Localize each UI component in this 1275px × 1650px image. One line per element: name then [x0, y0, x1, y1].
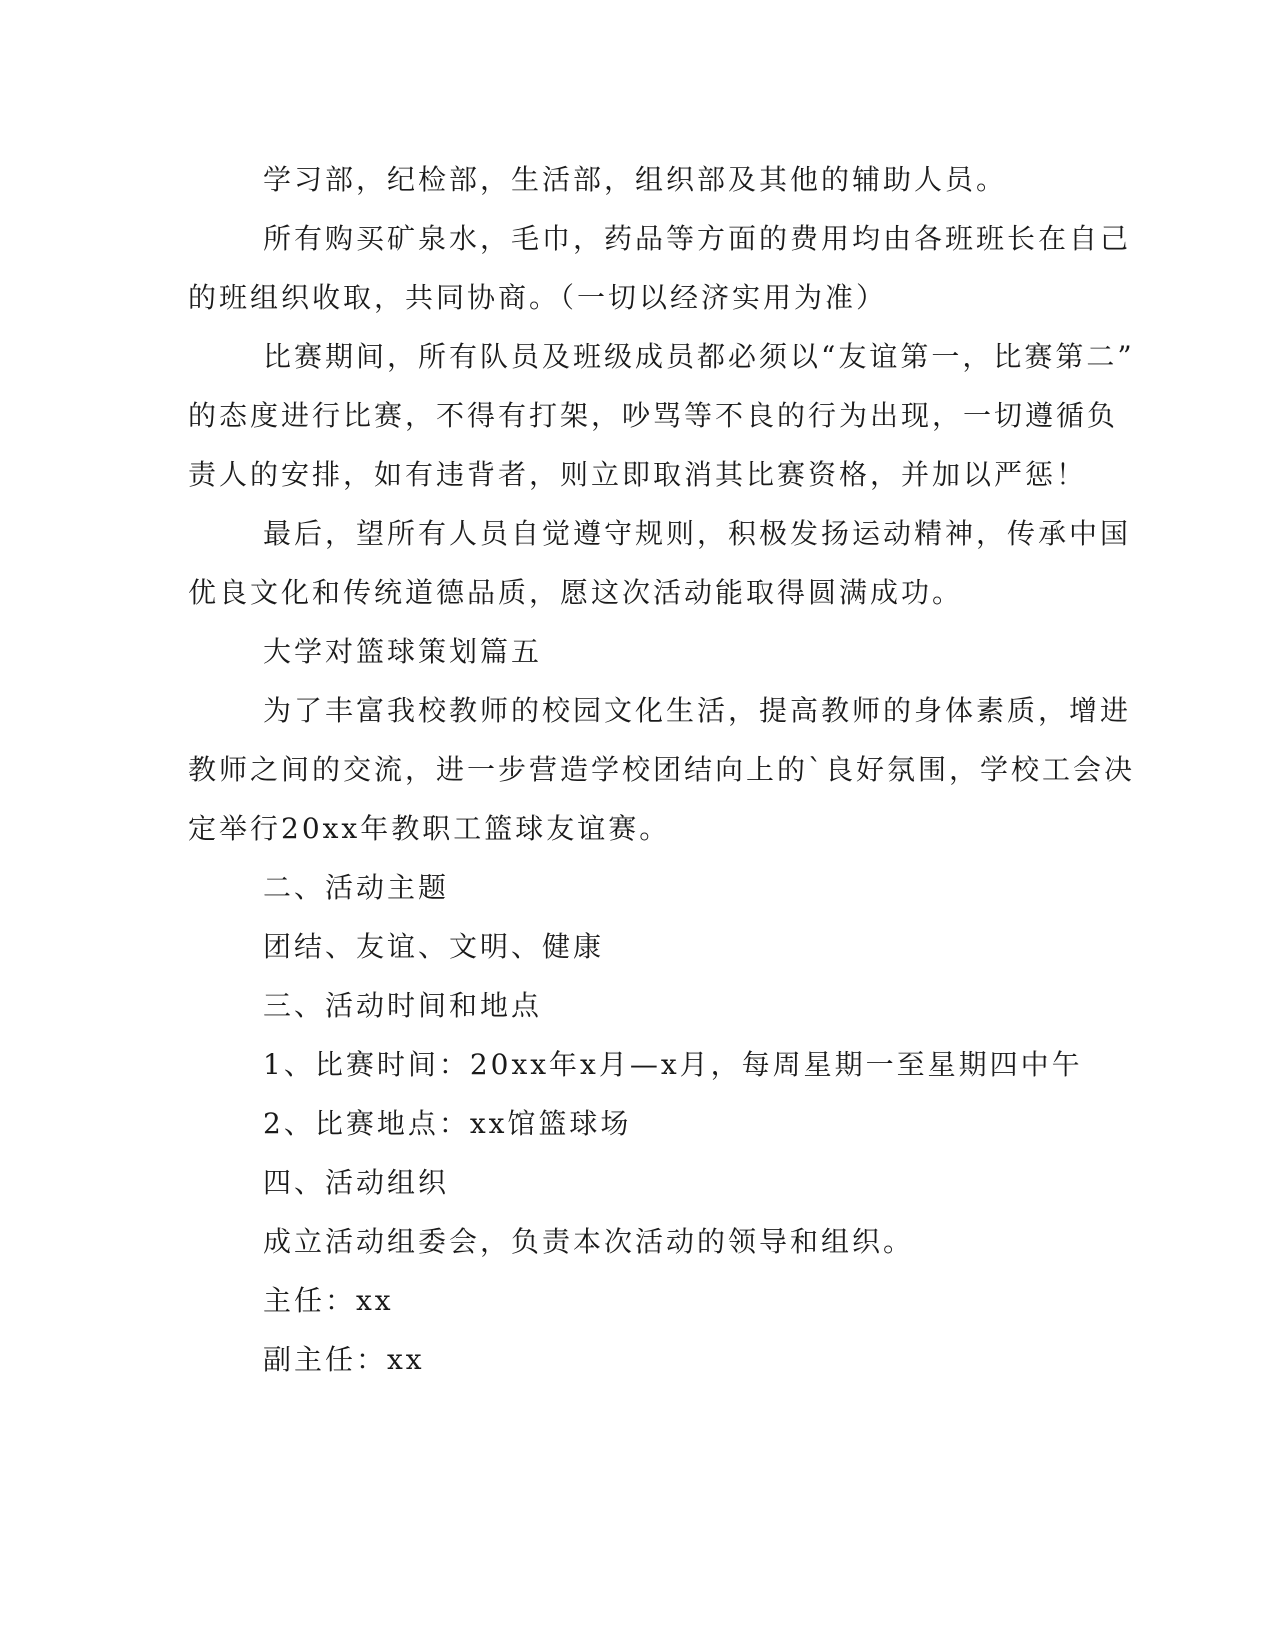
- text-line-12: 定举行20xx年教职工篮球友谊赛。: [188, 812, 671, 845]
- text-line-17: 2、比赛地点：xx馆篮球场: [263, 1107, 632, 1140]
- heading-time-place: 三、活动时间和地点: [263, 989, 543, 1022]
- text-line-6: 责人的安排，如有违背者，则立即取消其比赛资格，并加以严惩！: [188, 458, 1088, 491]
- heading-activity-theme: 二、活动主题: [263, 871, 450, 904]
- text-line-14: 团结、友谊、文明、健康: [263, 930, 605, 963]
- text-line-11: 教师之间的交流，进一步营造学校团结向上的`良好氛围，学校工会决: [188, 753, 1136, 786]
- text-line-10: 为了丰富我校教师的校园文化生活，提高教师的身体素质，增进: [263, 694, 1132, 727]
- text-line-20: 主任：xx: [263, 1284, 394, 1317]
- heading-organization: 四、活动组织: [263, 1166, 450, 1199]
- text-line-19: 成立活动组委会，负责本次活动的领导和组织。: [263, 1225, 915, 1258]
- text-line-3: 的班组织收取，共同协商。（一切以经济实用为准）: [188, 281, 888, 314]
- text-line-1: 学习部，纪检部，生活部，组织部及其他的辅助人员。: [263, 163, 1008, 196]
- text-line-2: 所有购买矿泉水，毛巾，药品等方面的费用均由各班班长在自己: [263, 222, 1132, 255]
- text-line-7: 最后，望所有人员自觉遵守规则，积极发扬运动精神，传承中国: [263, 517, 1132, 550]
- text-line-21: 副主任：xx: [263, 1343, 425, 1376]
- text-line-8: 优良文化和传统道德品质，愿这次活动能取得圆满成功。: [188, 576, 964, 609]
- text-line-5: 的态度进行比赛，不得有打架，吵骂等不良的行为出现，一切遵循负: [188, 399, 1119, 432]
- text-line-16: 1、比赛时间：20xx年x月—x月，每周星期一至星期四中午: [263, 1048, 1083, 1081]
- section-heading: 大学对篮球策划篇五: [263, 635, 543, 668]
- text-line-4: 比赛期间，所有队员及班级成员都必须以“友谊第一，比赛第二”: [263, 340, 1135, 373]
